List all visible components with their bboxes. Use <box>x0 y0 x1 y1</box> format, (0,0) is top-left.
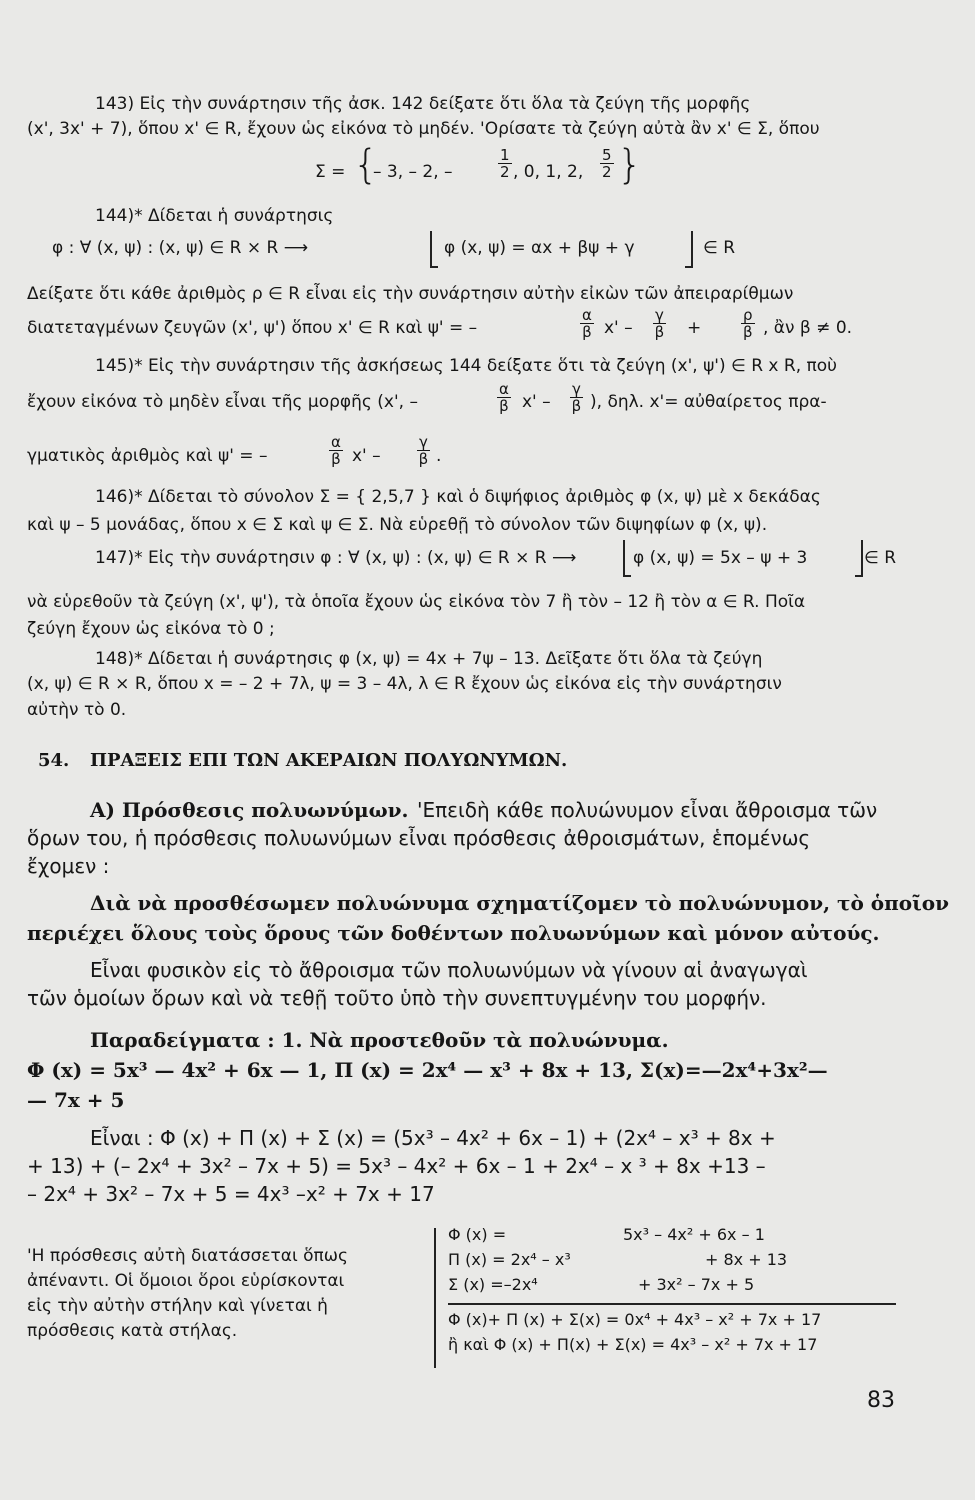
fraction-alpha-beta <box>580 307 594 340</box>
fraction-denominator: β <box>742 323 753 341</box>
fraction-numerator: γ <box>655 306 664 324</box>
table-divider <box>434 1228 436 1368</box>
ex147-line1-c: ∈ R <box>864 548 897 568</box>
fraction-denominator: β <box>499 397 509 415</box>
fraction-gamma-beta <box>653 307 666 340</box>
bracket-right-stem <box>861 540 863 576</box>
fraction-numerator: α <box>582 306 592 324</box>
note-line4: πρόσθεσις κατὰ στήλας. <box>27 1321 238 1341</box>
sum-line <box>448 1303 896 1305</box>
ex148-line1: 148)* Δίδεται ἡ συνάρτησις φ (x, ψ) = 4x + 7ψ – 13. Δεῖξατε ὅτι ὅλα τὰ ζεύγη <box>95 649 763 669</box>
set-close-brace: } <box>617 142 643 188</box>
polynomials-line1: Φ (x) = 5x³ — 4x² + 6x — 1, Π (x) = 2x⁴ — x³ + 8x + 13, Σ(x)=—2x⁴+3x²— <box>27 1058 828 1082</box>
polynomials-line2: — 7x + 5 <box>27 1088 125 1112</box>
fraction-numerator: γ <box>419 433 428 451</box>
rule-line2: περιέχει ὅλους τοὺς ὅρους τῶν δοθέντων πολυωνύμων καὶ μόνον αὐτούς. <box>27 921 880 945</box>
table-sum1: Φ (x)+ Π (x) + Σ(x) = 0x⁴ + 4x³ – x² + 7x + 17 <box>448 1310 822 1329</box>
partA-line3: ἔχομεν : <box>27 854 110 878</box>
fraction-rho-beta <box>741 307 755 340</box>
ex144-line4-a: διατεταγμένων ζευγῶν (x', ψ') ὅπου x' ∈ R καὶ ψ' = – <box>27 318 478 338</box>
set-sigma-label: Σ = <box>315 162 346 182</box>
bracket-right-foot <box>855 575 863 577</box>
ex144-line4-b: x' – <box>604 318 633 338</box>
subsection-heading: Α) Πρόσθεσις πολυωνύμων. <box>90 798 409 822</box>
partA-text2: τῶν ὁμοίων ὅρων καὶ νὰ τεθῇ τοῦτο ὑπὸ τὴν συνεπτυγμένην του μορφήν. <box>27 986 767 1010</box>
set-open-brace: { <box>353 142 379 188</box>
section-number: 54. <box>38 750 70 771</box>
table-row1-terms: 5x³ – 4x² + 6x – 1 <box>623 1225 765 1244</box>
fraction-numerator: ρ <box>743 306 753 324</box>
ex145-line2-a: ἔχουν εἰκόνα τὸ μηδὲν εἶναι τῆς μορφῆς (x', – <box>27 392 418 412</box>
ex144-line4-d: , ἂν β ≠ 0. <box>763 318 853 338</box>
ex144-function-left: φ : ∀ (x, ψ) : (x, ψ) ∈ R × R ⟶ <box>52 238 309 258</box>
rule-line1: Διὰ νὰ προσθέσωμεν πολυώνυμα σχηματίζομεν τὸ πολυώνυμον, τὸ ὁποῖον <box>90 891 950 915</box>
table-row2-terms: + 8x + 13 <box>705 1250 788 1269</box>
fraction-one-half <box>498 147 512 180</box>
note-line1: 'Η πρόσθεσις αὐτὴ διατάσσεται ὅπως <box>27 1246 348 1266</box>
ex145-line3-c: . <box>436 446 442 466</box>
bracket-right-foot <box>685 266 693 268</box>
fraction-numerator: γ <box>572 380 581 398</box>
ex144-line1: 144)* Δίδεται ἡ συνάρτησις <box>95 206 334 226</box>
table-row3-label: Σ (x) =–2x⁴ <box>448 1275 538 1294</box>
ex144-function-inner: φ (x, ψ) = αx + βψ + γ <box>444 238 635 258</box>
bracket-right-stem <box>691 231 693 267</box>
ex145-line2-c: ), δηλ. x'= αὐθαίρετος πρα- <box>590 392 827 412</box>
table-row3-terms: + 3x² – 7x + 5 <box>638 1275 755 1294</box>
ex145-line3-b: x' – <box>352 446 381 466</box>
fraction-five-halves <box>600 147 614 180</box>
table-row1-label: Φ (x) = <box>448 1225 507 1244</box>
section-title: ΠΡΑΞΕΙΣ ΕΠΙ ΤΩΝ ΑΚΕΡΑΙΩΝ ΠΟΛΥΩΝΥΜΩΝ. <box>90 750 568 771</box>
bracket-left-stem <box>430 231 432 267</box>
table-row2-label: Π (x) = 2x⁴ – x³ <box>448 1250 571 1269</box>
fraction-numerator: α <box>331 433 341 451</box>
fraction-numerator: α <box>499 380 509 398</box>
calculation-line2: + 13) + (– 2x⁴ + 3x² – 7x + 5) = 5x³ – 4x² + 6x – 1 + 2x⁴ – x ³ + 8x +13 – <box>27 1154 766 1178</box>
fraction-gamma-beta <box>417 434 430 467</box>
ex148-line2: (x, ψ) ∈ R × R, ὅπου x = – 2 + 7λ, ψ = 3 – 4λ, λ ∈ R ἔχουν ὡς εἰκόνα εἰς τὴν συνάρτησιν <box>27 674 782 694</box>
page-number: 83 <box>867 1388 895 1413</box>
ex144-function-right: ∈ R <box>703 238 736 258</box>
table-sum2: ἢ καὶ Φ (x) + Π(x) + Σ(x) = 4x³ – x² + 7x + 17 <box>448 1335 818 1354</box>
partA-text1: Εἶναι φυσικὸν εἰς τὸ ἄθροισμα τῶν πολυωνύμων νὰ γίνουν αἱ ἀναγωγαὶ <box>90 958 808 982</box>
ex146-line2: καὶ ψ – 5 μονάδας, ὅπου x ∈ Σ καὶ ψ ∈ Σ. Νὰ εὑρεθῇ τὸ σύνολον τῶν διψηφίων φ (x, ψ). <box>27 515 768 535</box>
ex145-line3-a: γματικὸς ἀριθμὸς καὶ ψ' = – <box>27 446 268 466</box>
ex146-line1: 146)* Δίδεται τὸ σύνολον Σ = { 2,5,7 } καὶ ὁ διψήφιος ἀριθμὸς φ (x, ψ) μὲ x δεκάδας <box>95 487 821 507</box>
ex145-line1: 145)* Εἰς τὴν συνάρτησιν τῆς ἀσκήσεως 144 δείξατε ὅτι τὰ ζεύγη (x', ψ') ∈ R x R, ποὺ <box>95 356 837 376</box>
partA-line1: 'Επειδὴ κάθε πολυώνυμον εἶναι ἄθροισμα τῶν <box>417 798 878 822</box>
calculation-line1: Εἶναι : Φ (x) + Π (x) + Σ (x) = (5x³ – 4x² + 6x – 1) + (2x⁴ – x³ + 8x + <box>90 1126 776 1150</box>
bracket-left-foot <box>430 266 438 268</box>
ex143-line1: 143) Εἰς τὴν συνάρτησιν τῆς ἀσκ. 142 δείξατε ὅτι ὅλα τὰ ζεύγη τῆς μορφῆς <box>95 94 751 114</box>
examples-heading: Παραδείγματα : 1. Νὰ προστεθοῦν τὰ πολυώνυμα. <box>90 1028 669 1052</box>
fraction-denominator: 2 <box>602 163 612 181</box>
fraction-alpha-beta <box>497 381 511 414</box>
fraction-numerator: 1 <box>500 146 510 164</box>
fraction-gamma-beta <box>570 381 583 414</box>
set-elements-part1: – 3, – 2, – <box>373 162 453 182</box>
partA-line2: ὅρων του, ἡ πρόσθεσις πολυωνύμων εἶναι πρόσθεσις ἀθροισμάτων, ἑπομένως <box>27 826 811 850</box>
ex147-line2: νὰ εὑρεθοῦν τὰ ζεύγη (x', ψ'), τὰ ὁποῖα ἔχουν ὡς εἰκόνα τὸν 7 ἢ τὸν – 12 ἢ τὸν α ∈ R. Ποῖα <box>27 592 806 612</box>
note-line2: ἀπέναντι. Οἱ ὅμοιοι ὅροι εὑρίσκονται <box>27 1271 345 1291</box>
fraction-denominator: β <box>582 323 592 341</box>
bracket-left-stem <box>623 540 625 576</box>
ex147-line1-a: 147)* Εἰς τὴν συνάρτησιν φ : ∀ (x, ψ) : (x, ψ) ∈ R × R ⟶ <box>95 548 577 568</box>
bracket-left-foot <box>623 575 631 577</box>
ex145-line2-b: x' – <box>522 392 551 412</box>
ex143-line2: (x', 3x' + 7), ὅπου x' ∈ R, ἔχουν ὡς εἰκόνα τὸ μηδέν. 'Ορίσατε τὰ ζεύγη αὐτὰ ἂν x' ∈ Σ, ὅπου <box>27 119 820 139</box>
ex147-line1-b: φ (x, ψ) = 5x – ψ + 3 <box>633 548 808 568</box>
ex144-line3: Δείξατε ὅτι κάθε ἀριθμὸς ρ ∈ R εἶναι εἰς τὴν συνάρτησιν αὐτὴν εἰκὼν τῶν ἀπειραρίθμων <box>27 284 794 304</box>
fraction-denominator: β <box>418 450 429 468</box>
fraction-denominator: β <box>331 450 341 468</box>
fraction-numerator: 5 <box>602 146 612 164</box>
fraction-denominator: β <box>571 397 582 415</box>
ex147-line3: ζεύγη ἔχουν ὡς εἰκόνα τὸ 0 ; <box>27 619 275 639</box>
fraction-denominator: 2 <box>500 163 510 181</box>
fraction-denominator: β <box>654 323 665 341</box>
ex144-line4-c: + <box>687 318 702 338</box>
calculation-line3: – 2x⁴ + 3x² – 7x + 5 = 4x³ –x² + 7x + 17 <box>27 1182 435 1206</box>
ex148-line3: αὐτὴν τὸ 0. <box>27 700 127 720</box>
note-line3: εἰς τὴν αὐτὴν στήλην καὶ γίνεται ἡ <box>27 1296 328 1316</box>
fraction-alpha-beta <box>329 434 343 467</box>
set-elements-part2: , 0, 1, 2, <box>513 162 584 182</box>
